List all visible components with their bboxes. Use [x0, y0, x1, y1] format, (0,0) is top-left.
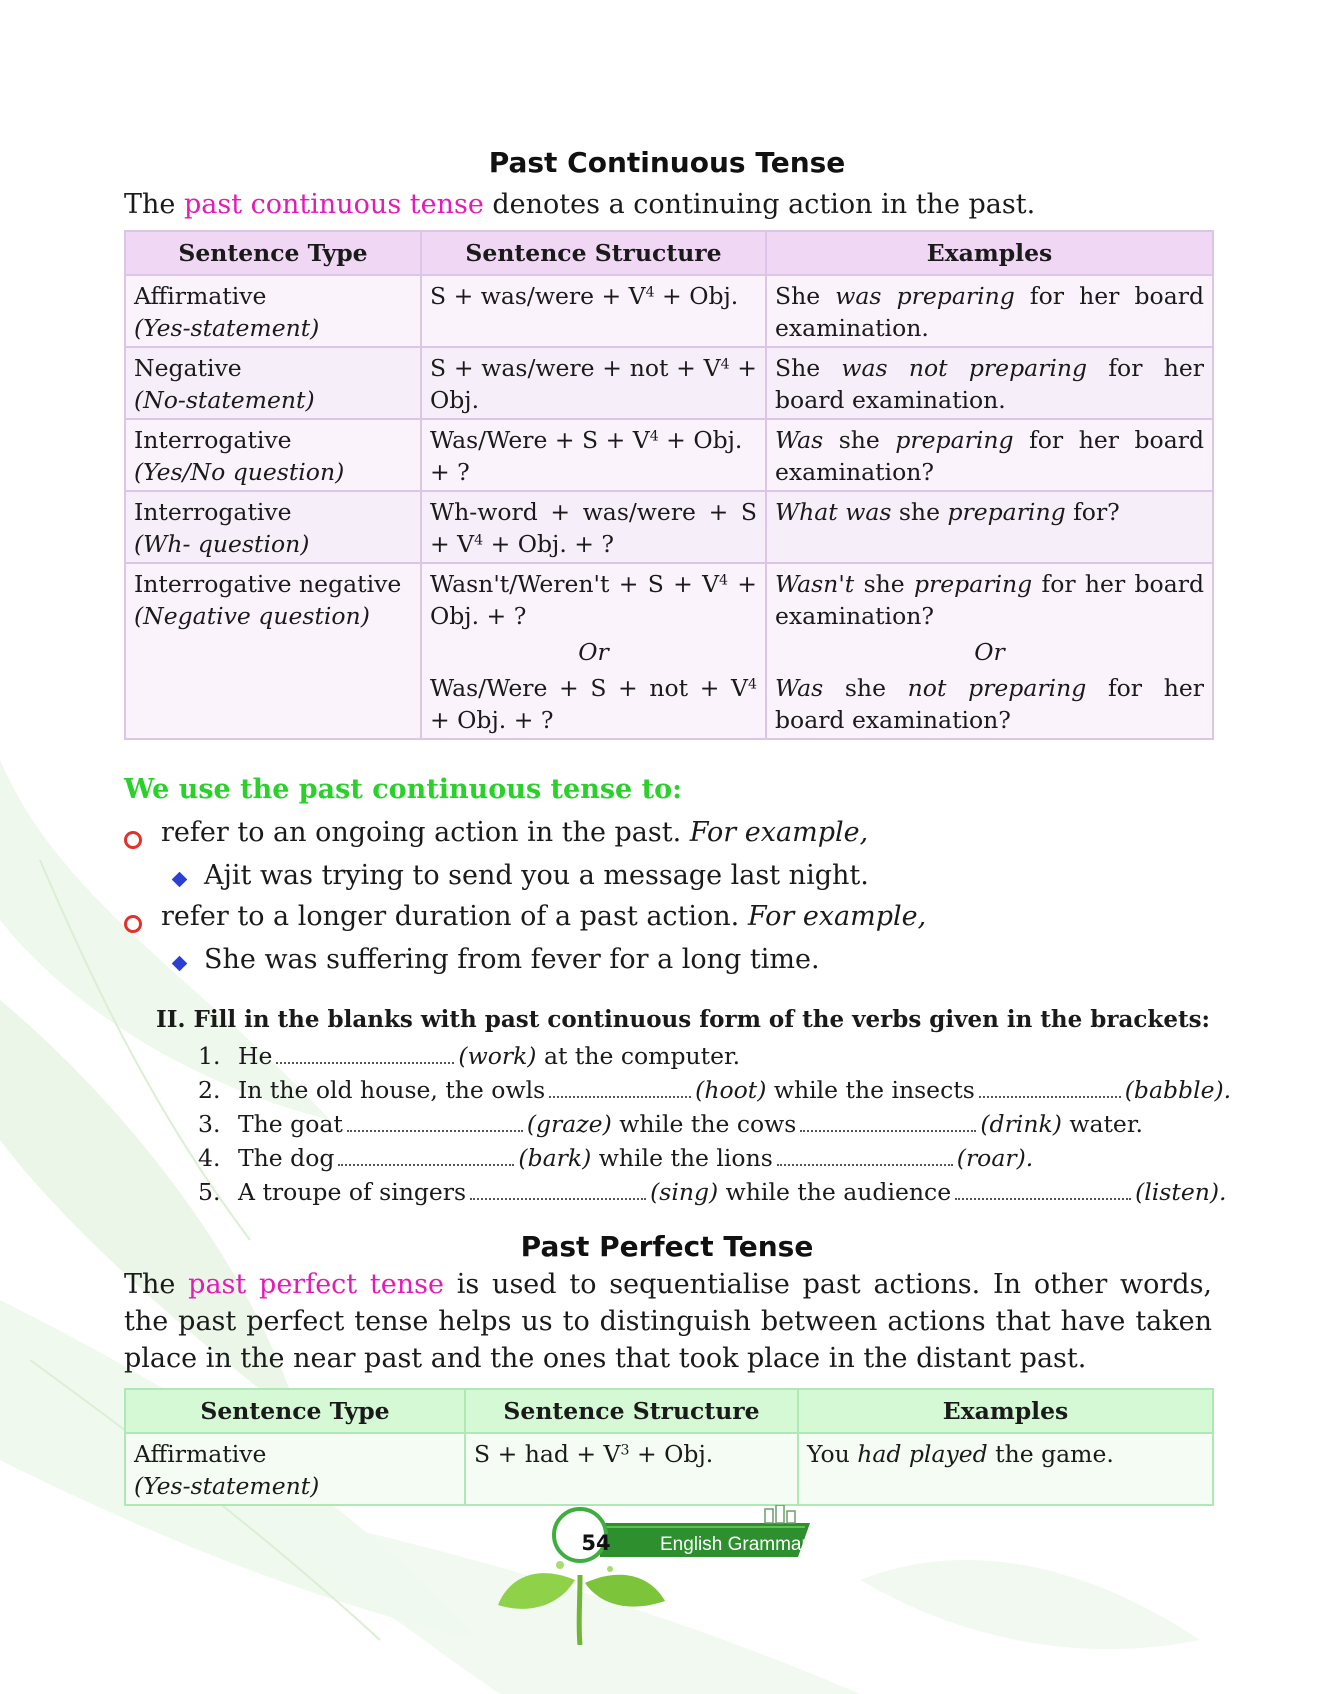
structure-cell: S + had + $V^3$ + Obj.: [465, 1433, 798, 1505]
table-row: [125, 491, 1213, 563]
example-cell: You had played the game.: [798, 1433, 1213, 1505]
blank-line[interactable]: [276, 1044, 454, 1064]
header-examples: Examples: [766, 231, 1213, 275]
exercise-heading: II. Fill in the blanks with past continuous form of the verbs given in the brackets:: [156, 1006, 1211, 1033]
header-sentence-type: Sentence Type: [125, 1389, 465, 1433]
usage-example: Ajit was trying to send you a message last night.: [204, 860, 869, 891]
blank-line[interactable]: [470, 1180, 646, 1200]
leaf-icon: [498, 1573, 575, 1609]
page-number: 54: [581, 1531, 611, 1555]
section-title-past-perfect: Past Perfect Tense: [520, 1230, 814, 1263]
diamond-bullet-icon: [172, 956, 188, 972]
exercise-number: 5.: [198, 1178, 221, 1206]
exercise-item: In the old house, the owls (hoot) while the insects (babble).: [238, 1076, 1232, 1104]
structure-cell: Wh-word + was/were + $S + V^4$ + Obj. + ?: [421, 491, 766, 563]
sentence-type-cell: Negative (No-statement): [125, 347, 421, 419]
structure-cell: S + was/were + $V^4$ + Obj.: [421, 275, 766, 347]
sentence-type-cell: Interrogative (Yes/No question): [125, 419, 421, 491]
exercise-item: The goat (graze) while the cows (drink) water.: [238, 1110, 1143, 1138]
intro-past-continuous: The past continuous tense denotes a continuing action in the past.: [124, 189, 1036, 220]
table-row: [125, 419, 1213, 491]
sentence-type-cell: Affirmative (Yes-statement): [125, 275, 421, 347]
table-header-row: [125, 1389, 1213, 1433]
leaf-icon: [585, 1575, 665, 1607]
blank-line[interactable]: [777, 1146, 953, 1166]
table-row: [125, 275, 1213, 347]
example-cell: What was she preparing for?: [766, 491, 1213, 563]
table-header-row: [125, 231, 1213, 275]
blank-line[interactable]: [549, 1078, 691, 1098]
book-title: English Grammar-7: [660, 1534, 825, 1555]
exercise-item: He (work) at the computer.: [238, 1042, 741, 1070]
blank-line[interactable]: [955, 1180, 1131, 1200]
highlighted-term: past perfect tense: [188, 1269, 444, 1300]
exercise-item: The dog (bark) while the lions (roar).: [238, 1144, 1034, 1172]
table-row: [125, 1433, 1213, 1505]
blank-line[interactable]: [347, 1112, 523, 1132]
structure-cell: S + was/were + not + $V^4$ + Obj.: [421, 347, 766, 419]
header-examples: Examples: [798, 1389, 1213, 1433]
intro-past-perfect: The past perfect tense is used to sequentialise past actions. In other words, the past perfect tense helps us to distinguish between actions that have taken place in the near past and the ones that took place in the distant past.: [124, 1269, 1213, 1374]
exercise-number: 4.: [198, 1144, 221, 1172]
structure-cell: Was/Were + $S + V^4$ + Obj. + ?: [421, 419, 766, 491]
ring-bullet-icon: [124, 915, 142, 933]
usage-heading: We use the past continuous tense to:: [124, 774, 683, 805]
city-skyline-icon: [765, 1505, 795, 1523]
structure-cell: Wasn't/Weren't + $S + V^4$ + Obj. + ? Or Was/Were + S + not + $V^4$ + Obj. + ?: [421, 563, 766, 739]
exercise-number: 3.: [198, 1110, 221, 1138]
past-continuous-table: [124, 230, 1214, 740]
footer-emblem: [480, 1505, 850, 1645]
example-cell: Was she preparing for her board examination?: [766, 419, 1213, 491]
ring-bullet-icon: [124, 831, 142, 849]
sentence-type-cell: Interrogative (Wh- question): [125, 491, 421, 563]
section-title-past-continuous: Past Continuous Tense: [488, 146, 846, 179]
exercise-item: A troupe of singers (sing) while the audience (listen).: [238, 1178, 1227, 1206]
table-row: [125, 563, 1213, 739]
sentence-type-cell: Interrogative negative (Negative question): [125, 563, 421, 739]
blank-line[interactable]: [979, 1078, 1121, 1098]
exercise-number: 2.: [198, 1076, 221, 1104]
table-row: [125, 347, 1213, 419]
blank-line[interactable]: [800, 1112, 976, 1132]
past-perfect-table: [124, 1388, 1214, 1506]
highlighted-term: past continuous tense: [183, 189, 484, 220]
usage-point: refer to a longer duration of a past action. For example,: [161, 901, 927, 932]
example-cell: She was preparing for her board examination.: [766, 275, 1213, 347]
example-cell: Wasn't she preparing for her board examination? Or Was she not preparing for her board examination?: [766, 563, 1213, 739]
exercise-number: 1.: [198, 1042, 221, 1070]
header-sentence-structure: Sentence Structure: [421, 231, 766, 275]
usage-point: refer to an ongoing action in the past. For example,: [161, 817, 869, 848]
example-cell: She was not preparing for her board examination.: [766, 347, 1213, 419]
sentence-type-cell: Affirmative (Yes-statement): [125, 1433, 465, 1505]
diamond-bullet-icon: [172, 872, 188, 888]
header-sentence-type: Sentence Type: [125, 231, 421, 275]
blank-line[interactable]: [338, 1146, 514, 1166]
header-sentence-structure: Sentence Structure: [465, 1389, 798, 1433]
usage-example: She was suffering from fever for a long time.: [204, 944, 820, 975]
